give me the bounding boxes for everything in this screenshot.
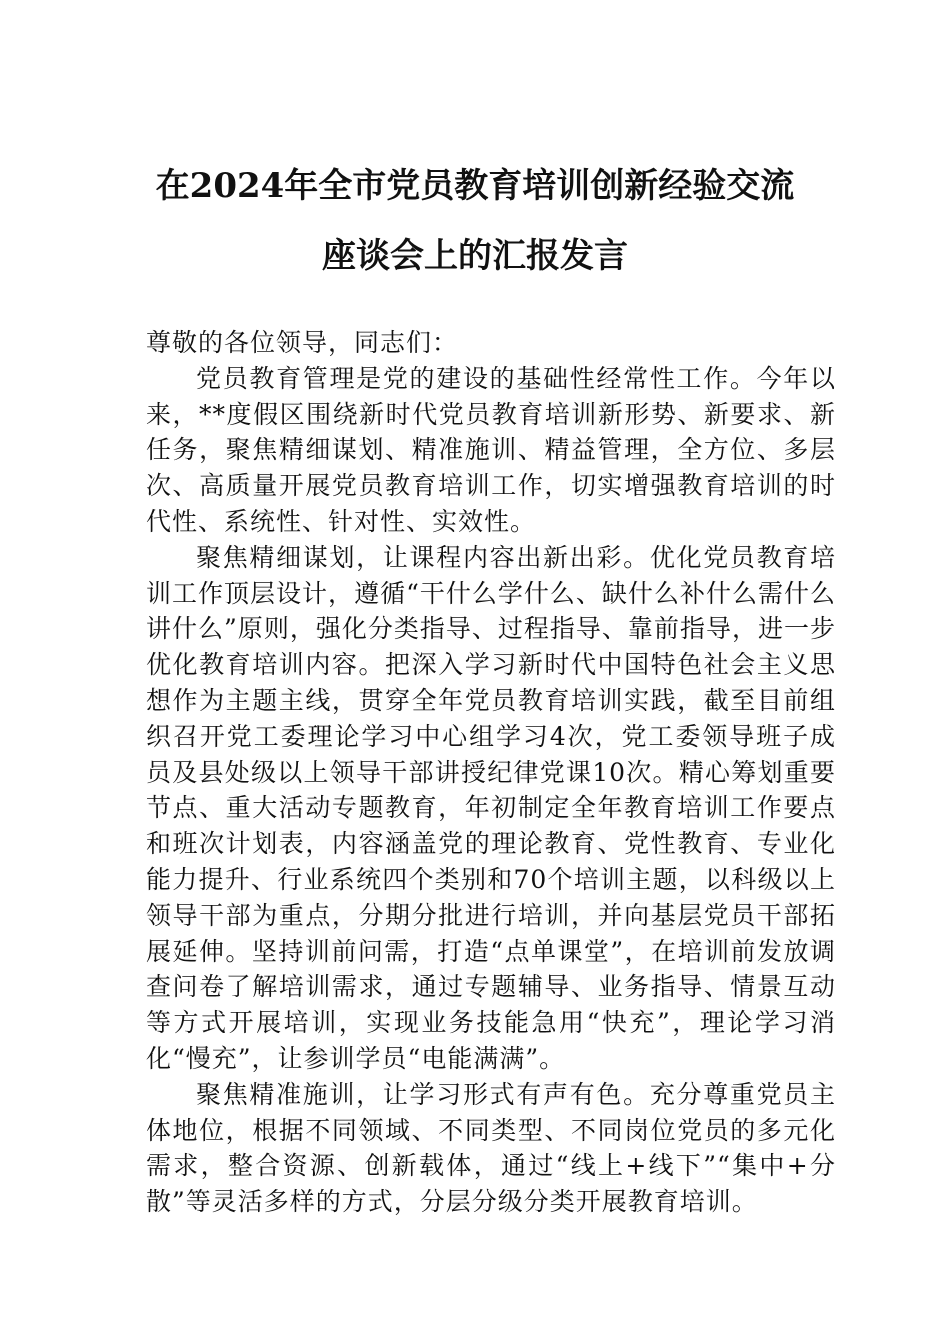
salutation: 尊敬的各位领导，同志们：	[146, 328, 459, 357]
document-body	[146, 325, 836, 1220]
document-title-line-2: 座谈会上的汇报发言	[322, 236, 628, 276]
paragraph-intro: 党员教育管理是党的建设的基础性经常性工作。今年以来，**度假区围绕新时代党员教育培训新形势、新要求、新任务，聚焦精细谋划、精准施训、精益管理，全方位、多层次、高质量开展党员教育培训工作，切实增强教育培训的时代性、系统性、针对性、实效性。	[146, 363, 836, 536]
paragraph-training: 聚焦精准施训，让学习形式有声有色。充分尊重党员主体地位，根据不同领域、不同类型、不同岗位党员的多元化需求，整合资源、创新载体，通过“线上+线下”“集中+分散”等灵活多样的方式，分层分级分类开展教育培训。	[146, 1079, 836, 1217]
paragraph-planning: 聚焦精细谋划，让课程内容出新出彩。优化党员教育培训工作顶层设计，遵循“干什么学什么、缺什么补什么需什么讲什么”原则，强化分类指导、过程指导、靠前指导，进一步优化教育培训内容。把深入学习新时代中国特色社会主义思想作为主题主线，贯穿全年党员教育培训实践，截至目前组织召开党工委理论学习中心组学习4次，党工委领导班子成员及县处级以上领导干部讲授纪律党课10次。精心筹划重要节点、重大活动专题教育，年初制定全年教育培训工作要点和班次计划表，内容涵盖党的理论教育、党性教育、专业化能力提升、行业系统四个类别和70个培训主题，以科级以上领导干部为重点，分期分批进行培训，并向基层党员干部拓展延伸。坚持训前问需，打造“点单课堂”，在培训前发放调查问卷了解培训需求，通过专题辅导、业务指导、情景互动等方式开展培训，实现业务技能急用“快充”，理论学习消化“慢充”，让参训学员“电能满满”。	[146, 542, 836, 1073]
document-title-line-1: 在2024年全市党员教育培训创新经验交流	[155, 166, 795, 206]
